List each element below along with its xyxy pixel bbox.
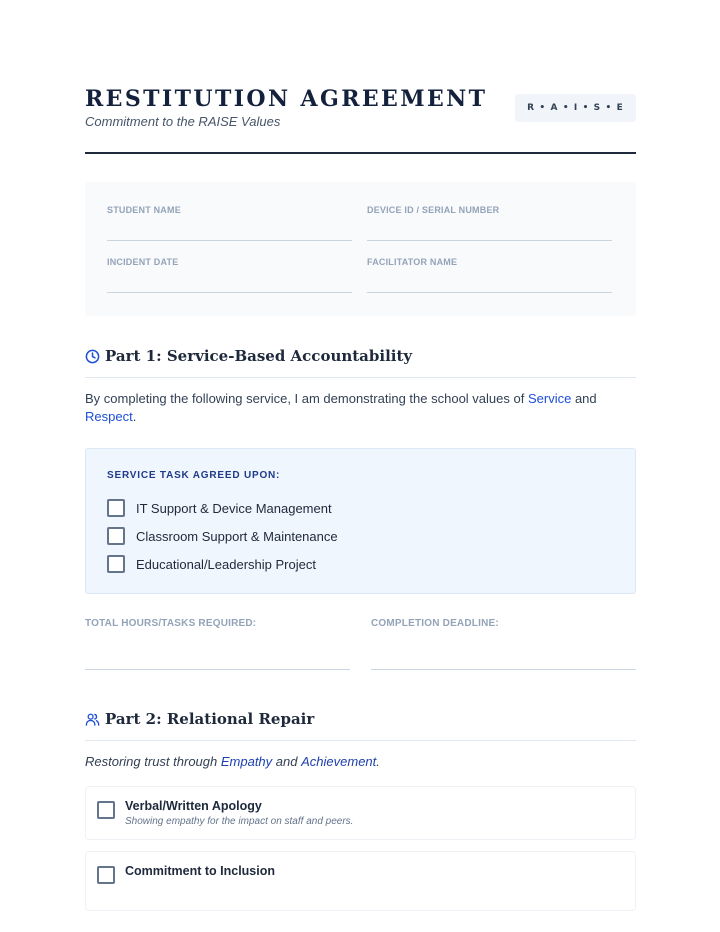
- device-id-field[interactable]: [367, 205, 612, 241]
- intro-and: and: [574, 391, 597, 406]
- document-header: [85, 86, 636, 154]
- service-task-box: [85, 448, 636, 594]
- checkbox[interactable]: [107, 527, 125, 545]
- repair-option-inclusion[interactable]: [85, 851, 636, 911]
- completion-deadline-field[interactable]: [371, 618, 636, 670]
- option-description: Showing empathy for the impact on staff and peers.: [125, 816, 354, 827]
- clock-icon: [85, 349, 100, 364]
- part1-header: [85, 348, 636, 378]
- raise-badge: R • A • I • S • E: [515, 94, 636, 122]
- value-empathy: Empathy: [220, 754, 273, 769]
- field-label: TOTAL HOURS/TASKS REQUIRED:: [85, 618, 257, 629]
- users-icon: [85, 712, 100, 727]
- intro-period: .: [376, 754, 380, 769]
- page-title: RESTITUTION AGREEMENT: [85, 86, 488, 112]
- intro-text: By completing the following service, I am demonstrating the school values of: [85, 391, 525, 406]
- task-option-educational-project[interactable]: [107, 555, 316, 573]
- repair-option-apology[interactable]: [85, 786, 636, 840]
- page-subtitle: Commitment to the RAISE Values: [85, 114, 281, 129]
- field-label: FACILITATOR NAME: [367, 257, 458, 267]
- part1-intro: [85, 390, 636, 426]
- value-achievement: Achievement: [301, 754, 377, 769]
- task-label: Educational/Leadership Project: [136, 556, 316, 572]
- option-title: Verbal/Written Apology: [125, 799, 262, 813]
- checkbox[interactable]: [97, 866, 115, 884]
- part1-title: Part 1: Service-Based Accountability: [105, 347, 413, 365]
- task-option-it-support[interactable]: [107, 499, 332, 517]
- task-label: IT Support & Device Management: [136, 500, 332, 516]
- field-label: INCIDENT DATE: [107, 257, 179, 267]
- task-label: Classroom Support & Maintenance: [136, 528, 338, 544]
- facilitator-name-field[interactable]: [367, 257, 612, 293]
- checkbox[interactable]: [107, 499, 125, 517]
- task-heading: SERVICE TASK AGREED UPON:: [107, 470, 281, 481]
- checkbox[interactable]: [107, 555, 125, 573]
- option-title: Commitment to Inclusion: [125, 864, 275, 878]
- incident-date-field[interactable]: [107, 257, 352, 293]
- total-hours-field[interactable]: [85, 618, 350, 670]
- task-option-classroom-support[interactable]: [107, 527, 338, 545]
- field-label: STUDENT NAME: [107, 205, 181, 215]
- field-label: DEVICE ID / SERIAL NUMBER: [367, 205, 500, 215]
- student-info-box: [85, 182, 636, 316]
- checkbox[interactable]: [97, 801, 115, 819]
- value-service: Service: [527, 391, 572, 406]
- part2-intro: [85, 753, 636, 771]
- field-label: COMPLETION DEADLINE:: [371, 618, 499, 629]
- value-respect: Respect: [85, 409, 133, 424]
- intro-text: Restoring trust through: [85, 754, 218, 769]
- part2-title: Part 2: Relational Repair: [105, 710, 315, 728]
- intro-and: and: [275, 754, 298, 769]
- student-name-field[interactable]: [107, 205, 352, 241]
- intro-period: .: [132, 409, 137, 424]
- part2-header: [85, 711, 636, 741]
